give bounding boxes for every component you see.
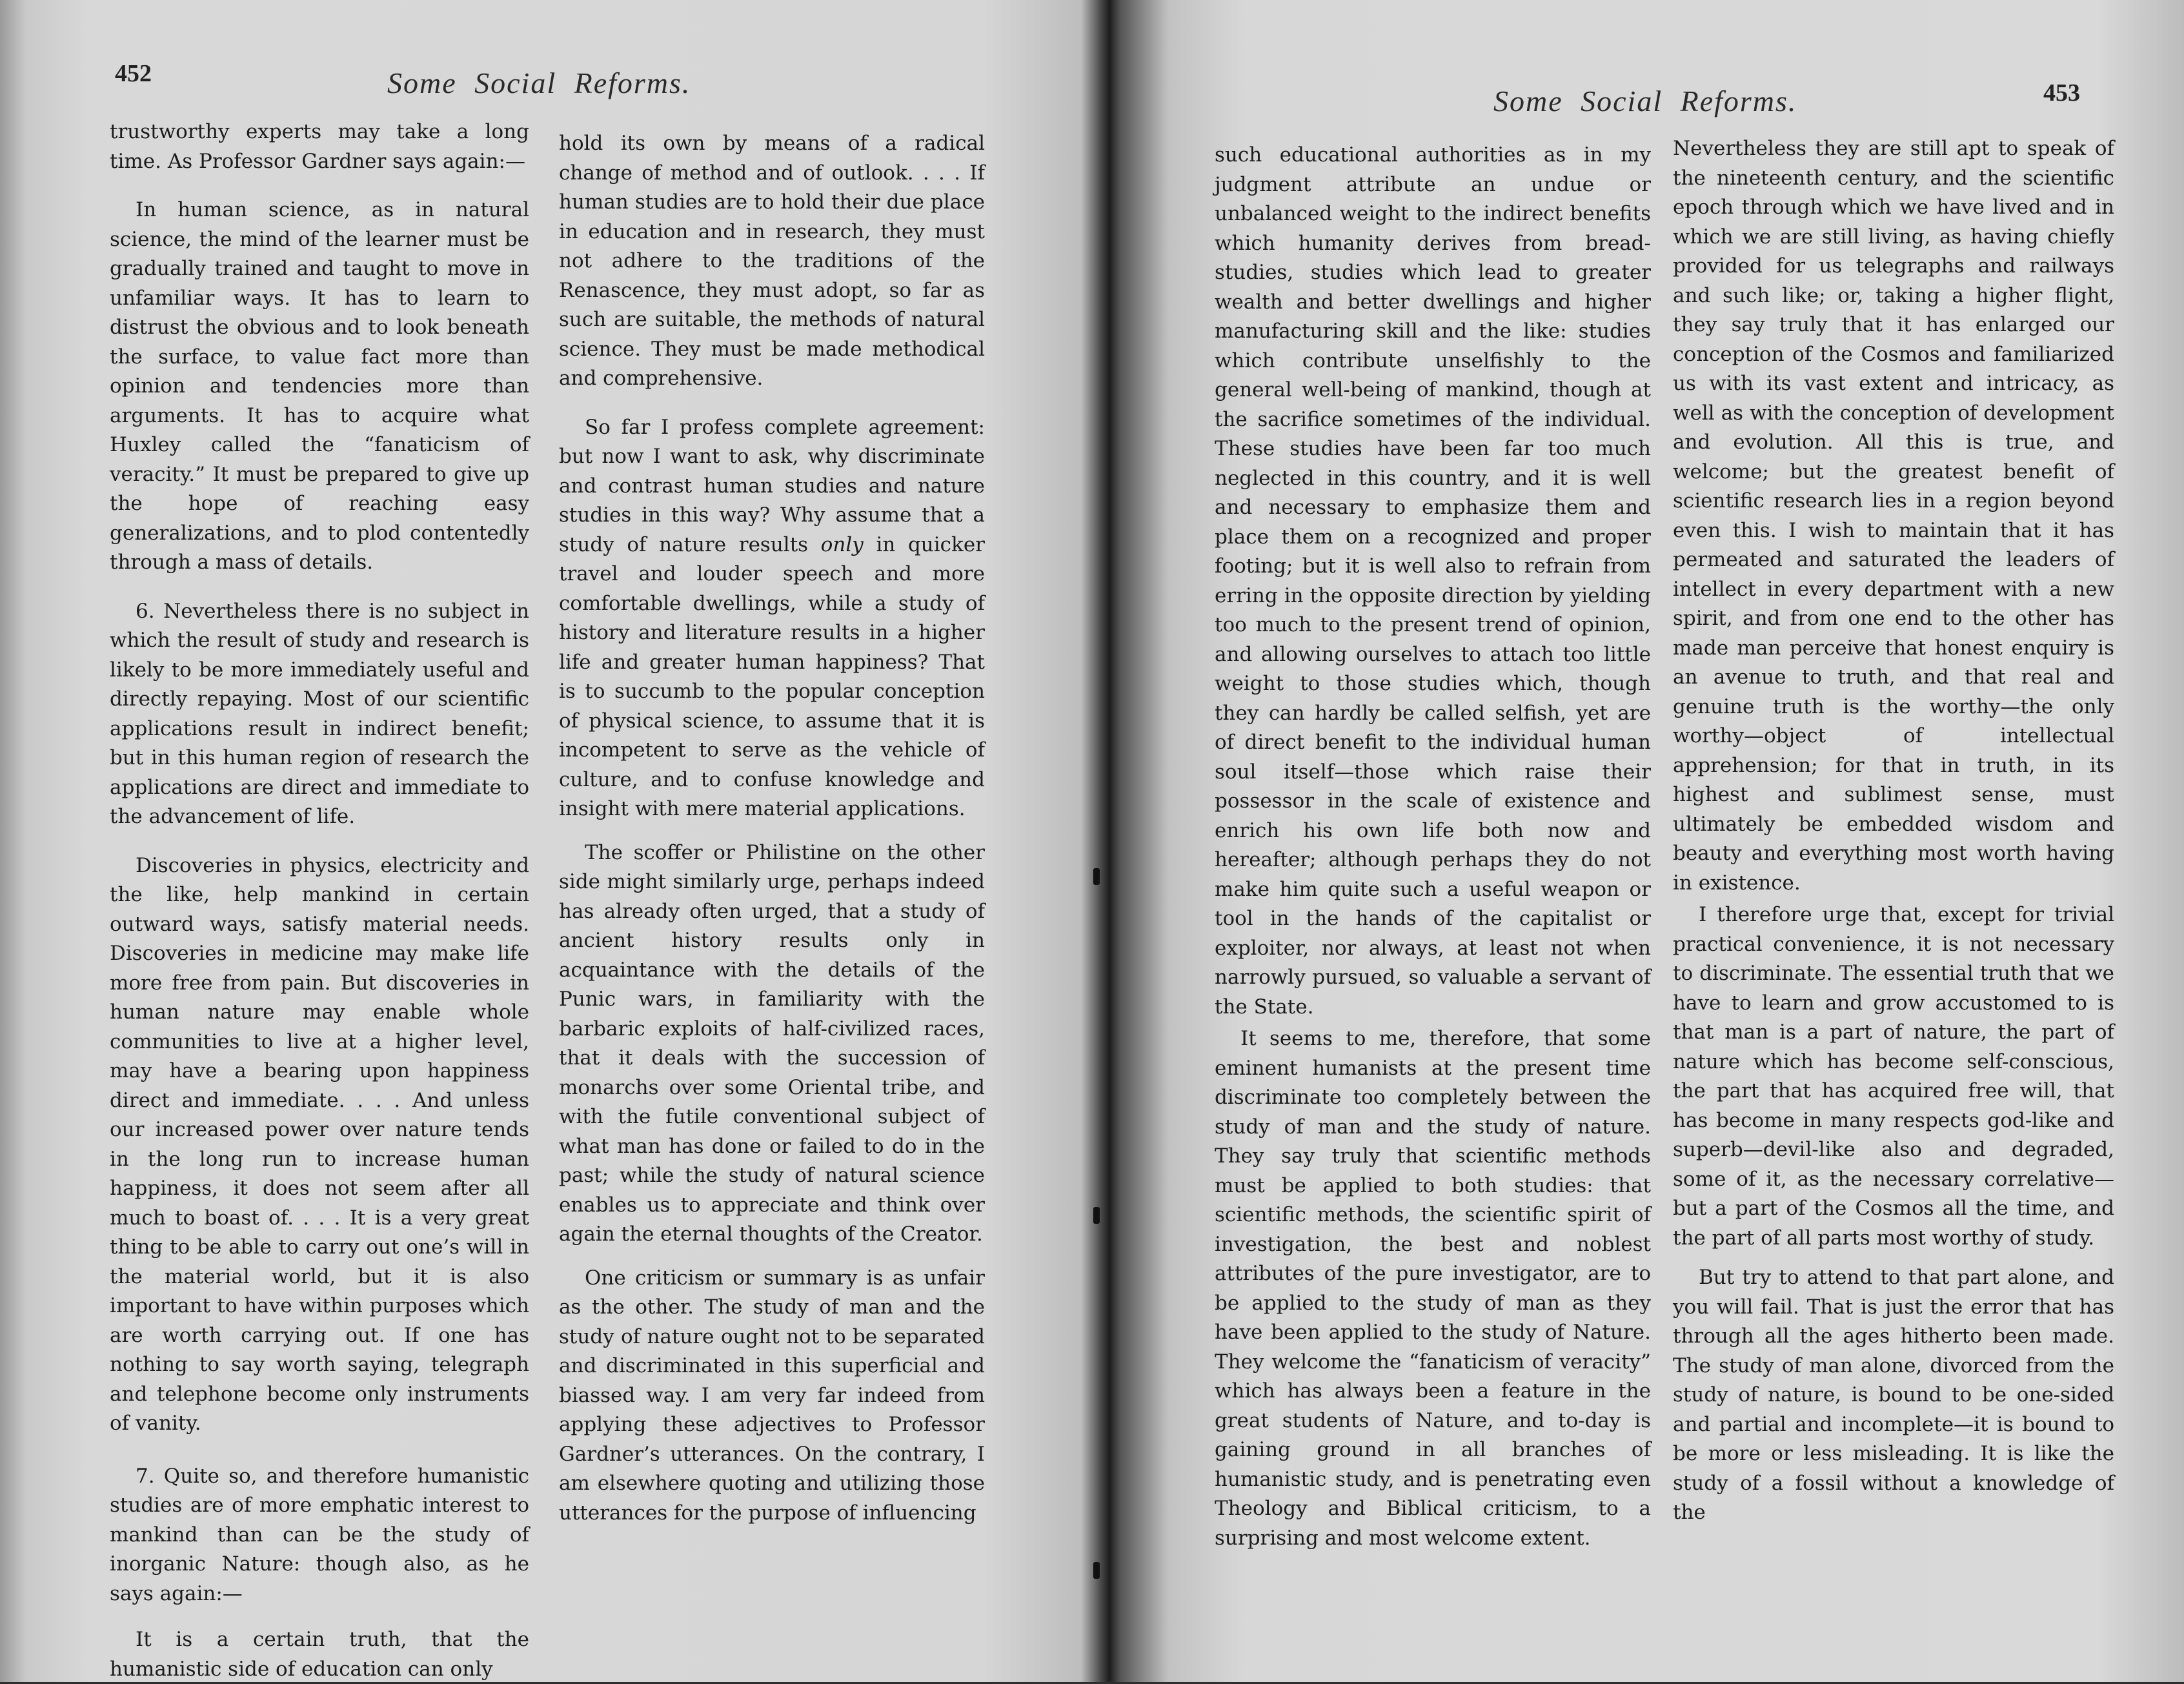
page-number: 452 xyxy=(115,60,152,87)
italic-word: only xyxy=(820,533,864,556)
quote-paragraph: hold its own by means of a radical change of method and of outlook. . . . If human studies are to hold their due place in education and in research, they must not adhere to the traditions of the Renascence, they must adopt, so far as such are suitable, the methods of natural science. They must be made methodical and comprehensive. xyxy=(559,132,985,390)
paragraph: Nevertheless they are still apt to speak of the nineteenth century, and the scientific epoch through which we have lived and in which we are still living, as having chiefly provided for us telegraphs and railways and such like; or, taking a higher flight, they say truly that it has enlarged our conception of the Cosmos and familiarized us with its vast extent and intricacy, as well as with the conception of development and evolution. All this is true, and welcome; but the greatest benefit of scientific research lies in a region beyond even this. I wish to maintain that it has permeated and saturated the leaders of intellect in every department with a new spirit, and from one end to the other has made man perceive that honest enquiry is an avenue to truth, and that real and genuine truth is the worthy—the only worthy—object of intellectual apprehension; for that in truth, in its highest and sublimest sense, must ultimately be embedded wisdom and beauty and everything most worth having in existence. xyxy=(1673,137,2114,895)
running-head: Some Social Reforms. xyxy=(387,66,691,99)
spine-mark xyxy=(1093,868,1100,885)
running-head: Some Social Reforms. xyxy=(1493,85,1797,117)
paragraph: But try to attend to that part alone, and you will fail. That is just the error that has through all the ages hitherto been made. The study of man alone, divorced from the study of nature, is bound to be one-sided and partial and incomplete—it is bound to be more or less misleading. It is like the study of a fossil without a knowledge of the xyxy=(1673,1266,2114,1524)
quote-paragraph: It is a certain truth, that the humanistic side of education can only xyxy=(110,1628,529,1681)
text-run: So far I profess complete agreement: but now I want to ask, why discriminate and contrast human studies and nature studies in this way? Why assume that a study of nature results xyxy=(559,415,985,556)
paragraph: 6. Nevertheless there is no subject in which the result of study and research is likely to be more immediately useful and directly repaying. Most of our scientific applications result in indirect benefit; but in this human region of research the applications are direct and immediate to the advancement of life. xyxy=(110,599,529,828)
left-page-column-2 xyxy=(559,129,985,1528)
quote-paragraph: Discoveries in physics, electricity and the like, help mankind in certain outward ways, satisfy material needs. Discoveries in medicine may make life more free from pain. But discoveries in human nature may enable whole communities to live at a higher level, may have a bearing upon happiness direct and immediate. . . . And unless our increased power over nature tends in the long run to increase human happiness, it does not seem after all much to boast of. . . . It is a very great thing to be able to carry out one’s will in the material world, but it is also important to have within purposes which are worth carrying out. If one has nothing to say worth saying, telegraph and telephone become only instruments of vanity. xyxy=(110,853,529,1435)
right-page xyxy=(1104,0,2184,1682)
quote-paragraph: In human science, as in natural science, the mind of the learner must be gradually trained and taught to move in unfamiliar ways. It has to learn to distrust the obvious and to look beneath the surface, to value fact more than opinion and tendencies more than arguments. It has to acquire what Huxley called the “fanaticism of veracity.” It must be prepared to give up the hope of reaching easy generalizations, and to plod contentedly through a mass of details. xyxy=(110,198,529,574)
paragraph: One criticism or summary is as unfair as the other. The study of man and the study of nature ought not to be separated and discriminated in this superficial and biassed way. I am very far indeed from applying these adjectives to Professor Gardner’s utterances. On the contrary, I am elsewhere quoting and utilizing those utterances for the purpose of influencing xyxy=(559,1266,985,1525)
paragraph: trustworthy experts may take a long time. As Professor Gardner says again:— xyxy=(110,120,529,173)
paragraph: The scoffer or Philistine on the other side might similarly urge, perhaps indeed has already often urged, that a study of ancient history results only in acquaintance with the details of the Punic wars, in familiarity with the barbaric exploits of half-civilized races, that it deals with the succession of monarchs over some Oriental tribe, and with the futile conventional subject of what man has done or failed to do in the past; while the study of natural science enables us to appreciate and think over again the eternal thoughts of the Creator. xyxy=(559,840,985,1246)
paragraph: It seems to me, therefore, that some eminent humanists at the present time discriminate too completely between the study of man and the study of nature. They say truly that scientific methods must be applied to both studies: that scientific methods, the scientific spirit of investigation, the best and noblest attributes of the pure investigator, are to be applied to the study of man as they have been applied to the study of Nature. They welcome the “fanaticism of veracity” which has always been a feature in the great students of Nature, and to-day is gaining ground in all branches of humanistic study, and is penetrating even Theology and Biblical criticism, to a surprising and most welcome extent. xyxy=(1215,1027,1651,1550)
page-number: 453 xyxy=(2043,79,2080,107)
paragraph xyxy=(559,413,985,824)
spine-mark xyxy=(1093,1207,1100,1224)
paragraph: such educational authorities as in my judgment attribute an undue or unbalanced weight to the indirect benefits which humanity derives from bread-studies, studies which lead to greater wealth and better dwellings and higher manufacturing skill and the like: studies which contribute unselfishly to the general well-being of mankind, though at the sacrifice sometimes of the individual. These studies have been far too much neglected in this country, and it is well and necessary to emphasize them and place them on a recognized and proper footing; but it is well also to refrain from erring in the opposite direction by yielding too much to the present trend of opinion, and allowing ourselves to attach too little weight to those studies which, though they can hardly be called selfish, yet are of direct benefit to the individual human soul itself—those which raise their possessor in the scale of existence and enrich his own life both now and hereafter; although perhaps they do not make him quite such a useful weapon or tool in the hands of the capitalist or exploiter, nor always, at least not when narrowly pursued, so valuable a servant of the State. xyxy=(1215,143,1651,1019)
right-page-column-1 xyxy=(1215,141,1651,1553)
paragraph: I therefore urge that, except for trivial practical convenience, it is not necessary to discriminate. The essential truth that we have to learn and grow accustomed to is that man is a part of nature, the part of nature which has become self-conscious, the part that has acquired free will, that has become in many respects god-like and superb—devil-like also and degraded, some of it, as the necessary correlative—but a part of the Cosmos all the time, and the part of all parts most worthy of study. xyxy=(1673,903,2114,1250)
right-page-column-2 xyxy=(1673,134,2114,1528)
paragraph: 7. Quite so, and therefore humanistic studies are of more emphatic interest to mankind than can be the study of inorganic Nature: though also, as he says again:— xyxy=(110,1464,529,1605)
text-run: in quicker travel and louder speech and more comfortable dwellings, while a study of history and literature results in a higher life and greater human happiness? That is to succumb to the popular conception of physical science, to assume that it is incompetent to serve as the vehicle of culture, and to confuse knowledge and insight with mere material applications. xyxy=(559,533,985,820)
spine-mark xyxy=(1093,1562,1100,1579)
left-page-column-1 xyxy=(110,117,529,1684)
